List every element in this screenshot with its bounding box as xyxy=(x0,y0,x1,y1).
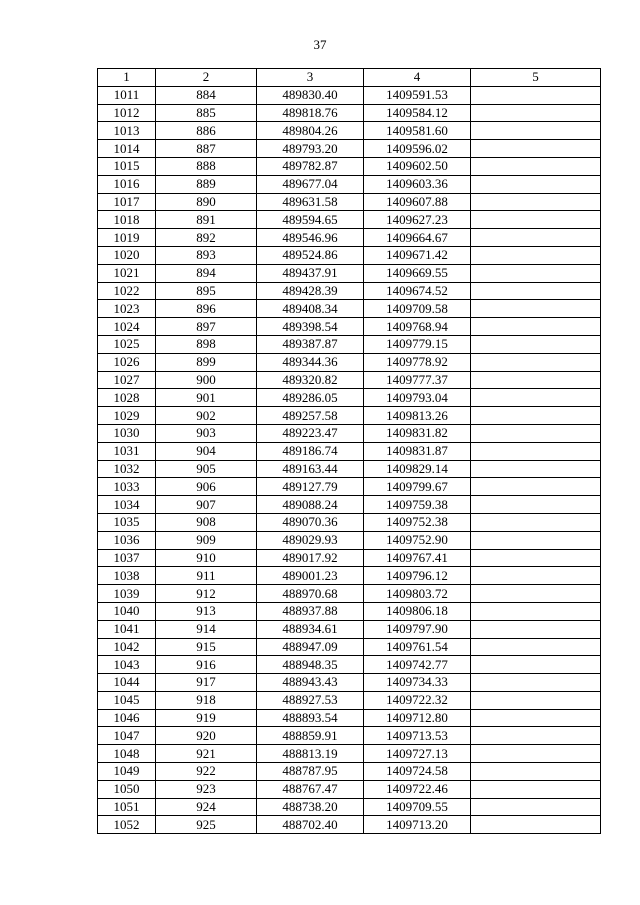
note-cell xyxy=(471,620,601,638)
table-row xyxy=(98,585,601,603)
x-coordinate-cell: 488767.47 xyxy=(257,780,364,798)
x-coordinate-cell: 489793.20 xyxy=(257,140,364,158)
y-coordinate-cell: 1409793.04 xyxy=(364,389,471,407)
column-header-5: 5 xyxy=(471,69,601,87)
point-number-cell: 923 xyxy=(156,780,257,798)
row-number-cell: 1022 xyxy=(98,282,156,300)
x-coordinate-cell: 489070.36 xyxy=(257,513,364,531)
table-row xyxy=(98,335,601,353)
x-coordinate-cell: 489594.65 xyxy=(257,211,364,229)
row-number-cell: 1052 xyxy=(98,816,156,834)
header-row xyxy=(98,69,601,87)
point-number-cell: 885 xyxy=(156,104,257,122)
point-number-cell: 903 xyxy=(156,424,257,442)
note-cell xyxy=(471,140,601,158)
note-cell xyxy=(471,709,601,727)
y-coordinate-cell: 1409603.36 xyxy=(364,175,471,193)
x-coordinate-cell: 489186.74 xyxy=(257,442,364,460)
y-coordinate-cell: 1409727.13 xyxy=(364,745,471,763)
point-number-cell: 900 xyxy=(156,371,257,389)
note-cell xyxy=(471,318,601,336)
point-number-cell: 906 xyxy=(156,478,257,496)
y-coordinate-cell: 1409806.18 xyxy=(364,602,471,620)
y-coordinate-cell: 1409831.87 xyxy=(364,442,471,460)
point-number-cell: 910 xyxy=(156,549,257,567)
y-coordinate-cell: 1409607.88 xyxy=(364,193,471,211)
row-number-cell: 1039 xyxy=(98,585,156,603)
table-row xyxy=(98,193,601,211)
table-row xyxy=(98,691,601,709)
x-coordinate-cell: 488934.61 xyxy=(257,620,364,638)
row-number-cell: 1045 xyxy=(98,691,156,709)
y-coordinate-cell: 1409777.37 xyxy=(364,371,471,389)
row-number-cell: 1019 xyxy=(98,229,156,247)
x-coordinate-cell: 489631.58 xyxy=(257,193,364,211)
note-cell xyxy=(471,246,601,264)
x-coordinate-cell: 488943.43 xyxy=(257,674,364,692)
x-coordinate-cell: 488813.19 xyxy=(257,745,364,763)
note-cell xyxy=(471,727,601,745)
y-coordinate-cell: 1409581.60 xyxy=(364,122,471,140)
note-cell xyxy=(471,496,601,514)
note-cell xyxy=(471,567,601,585)
y-coordinate-cell: 1409768.94 xyxy=(364,318,471,336)
note-cell xyxy=(471,229,601,247)
x-coordinate-cell: 489524.86 xyxy=(257,246,364,264)
point-number-cell: 886 xyxy=(156,122,257,140)
point-number-cell: 924 xyxy=(156,798,257,816)
table-row xyxy=(98,424,601,442)
coordinates-table xyxy=(97,68,601,834)
note-cell xyxy=(471,104,601,122)
x-coordinate-cell: 489830.40 xyxy=(257,86,364,104)
table-row xyxy=(98,602,601,620)
table-row xyxy=(98,798,601,816)
y-coordinate-cell: 1409724.58 xyxy=(364,763,471,781)
y-coordinate-cell: 1409664.67 xyxy=(364,229,471,247)
table-row xyxy=(98,407,601,425)
point-number-cell: 902 xyxy=(156,407,257,425)
row-number-cell: 1046 xyxy=(98,709,156,727)
point-number-cell: 915 xyxy=(156,638,257,656)
column-header-2: 2 xyxy=(156,69,257,87)
y-coordinate-cell: 1409759.38 xyxy=(364,496,471,514)
row-number-cell: 1024 xyxy=(98,318,156,336)
note-cell xyxy=(471,780,601,798)
row-number-cell: 1047 xyxy=(98,727,156,745)
row-number-cell: 1035 xyxy=(98,513,156,531)
table-row xyxy=(98,780,601,798)
page-number: 37 xyxy=(313,37,327,52)
note-cell xyxy=(471,656,601,674)
x-coordinate-cell: 489029.93 xyxy=(257,531,364,549)
y-coordinate-cell: 1409584.12 xyxy=(364,104,471,122)
y-coordinate-cell: 1409712.80 xyxy=(364,709,471,727)
row-number-cell: 1032 xyxy=(98,460,156,478)
point-number-cell: 916 xyxy=(156,656,257,674)
note-cell xyxy=(471,264,601,282)
row-number-cell: 1016 xyxy=(98,175,156,193)
point-number-cell: 904 xyxy=(156,442,257,460)
x-coordinate-cell: 489546.96 xyxy=(257,229,364,247)
y-coordinate-cell: 1409709.55 xyxy=(364,798,471,816)
row-number-cell: 1015 xyxy=(98,157,156,175)
row-number-cell: 1034 xyxy=(98,496,156,514)
row-number-cell: 1018 xyxy=(98,211,156,229)
table-row xyxy=(98,745,601,763)
y-coordinate-cell: 1409778.92 xyxy=(364,353,471,371)
row-number-cell: 1028 xyxy=(98,389,156,407)
table-row xyxy=(98,709,601,727)
note-cell xyxy=(471,513,601,531)
note-cell xyxy=(471,389,601,407)
point-number-cell: 925 xyxy=(156,816,257,834)
y-coordinate-cell: 1409797.90 xyxy=(364,620,471,638)
x-coordinate-cell: 488787.95 xyxy=(257,763,364,781)
column-header-1: 1 xyxy=(98,69,156,87)
point-number-cell: 884 xyxy=(156,86,257,104)
y-coordinate-cell: 1409752.38 xyxy=(364,513,471,531)
row-number-cell: 1050 xyxy=(98,780,156,798)
y-coordinate-cell: 1409829.14 xyxy=(364,460,471,478)
note-cell xyxy=(471,371,601,389)
table-row xyxy=(98,478,601,496)
x-coordinate-cell: 488937.88 xyxy=(257,602,364,620)
x-coordinate-cell: 488970.68 xyxy=(257,585,364,603)
point-number-cell: 894 xyxy=(156,264,257,282)
y-coordinate-cell: 1409799.67 xyxy=(364,478,471,496)
y-coordinate-cell: 1409671.42 xyxy=(364,246,471,264)
y-coordinate-cell: 1409713.53 xyxy=(364,727,471,745)
note-cell xyxy=(471,424,601,442)
table-row xyxy=(98,86,601,104)
table-row xyxy=(98,246,601,264)
x-coordinate-cell: 488948.35 xyxy=(257,656,364,674)
note-cell xyxy=(471,798,601,816)
note-cell xyxy=(471,674,601,692)
table-row xyxy=(98,763,601,781)
note-cell xyxy=(471,745,601,763)
row-number-cell: 1044 xyxy=(98,674,156,692)
note-cell xyxy=(471,300,601,318)
note-cell xyxy=(471,407,601,425)
x-coordinate-cell: 489804.26 xyxy=(257,122,364,140)
x-coordinate-cell: 489387.87 xyxy=(257,335,364,353)
x-coordinate-cell: 489163.44 xyxy=(257,460,364,478)
row-number-cell: 1031 xyxy=(98,442,156,460)
row-number-cell: 1017 xyxy=(98,193,156,211)
row-number-cell: 1026 xyxy=(98,353,156,371)
table-body xyxy=(98,86,601,833)
y-coordinate-cell: 1409722.46 xyxy=(364,780,471,798)
table-row xyxy=(98,300,601,318)
note-cell xyxy=(471,157,601,175)
x-coordinate-cell: 489223.47 xyxy=(257,424,364,442)
row-number-cell: 1012 xyxy=(98,104,156,122)
table-row xyxy=(98,318,601,336)
table-row xyxy=(98,638,601,656)
note-cell xyxy=(471,442,601,460)
row-number-cell: 1049 xyxy=(98,763,156,781)
x-coordinate-cell: 489344.36 xyxy=(257,353,364,371)
point-number-cell: 891 xyxy=(156,211,257,229)
note-cell xyxy=(471,638,601,656)
x-coordinate-cell: 489437.91 xyxy=(257,264,364,282)
y-coordinate-cell: 1409713.20 xyxy=(364,816,471,834)
y-coordinate-cell: 1409803.72 xyxy=(364,585,471,603)
x-coordinate-cell: 489398.54 xyxy=(257,318,364,336)
row-number-cell: 1041 xyxy=(98,620,156,638)
y-coordinate-cell: 1409627.23 xyxy=(364,211,471,229)
table-header xyxy=(98,69,601,87)
row-number-cell: 1013 xyxy=(98,122,156,140)
y-coordinate-cell: 1409669.55 xyxy=(364,264,471,282)
table-row xyxy=(98,727,601,745)
note-cell xyxy=(471,86,601,104)
row-number-cell: 1036 xyxy=(98,531,156,549)
table-row xyxy=(98,460,601,478)
table-row xyxy=(98,282,601,300)
table-row xyxy=(98,140,601,158)
point-number-cell: 888 xyxy=(156,157,257,175)
point-number-cell: 921 xyxy=(156,745,257,763)
x-coordinate-cell: 489017.92 xyxy=(257,549,364,567)
table-row xyxy=(98,549,601,567)
row-number-cell: 1043 xyxy=(98,656,156,674)
y-coordinate-cell: 1409831.82 xyxy=(364,424,471,442)
point-number-cell: 920 xyxy=(156,727,257,745)
row-number-cell: 1020 xyxy=(98,246,156,264)
y-coordinate-cell: 1409734.33 xyxy=(364,674,471,692)
row-number-cell: 1025 xyxy=(98,335,156,353)
point-number-cell: 887 xyxy=(156,140,257,158)
column-header-4: 4 xyxy=(364,69,471,87)
table-row xyxy=(98,442,601,460)
y-coordinate-cell: 1409752.90 xyxy=(364,531,471,549)
row-number-cell: 1014 xyxy=(98,140,156,158)
y-coordinate-cell: 1409742.77 xyxy=(364,656,471,674)
point-number-cell: 914 xyxy=(156,620,257,638)
point-number-cell: 895 xyxy=(156,282,257,300)
note-cell xyxy=(471,478,601,496)
x-coordinate-cell: 488893.54 xyxy=(257,709,364,727)
row-number-cell: 1027 xyxy=(98,371,156,389)
row-number-cell: 1048 xyxy=(98,745,156,763)
row-number-cell: 1038 xyxy=(98,567,156,585)
table-row xyxy=(98,122,601,140)
note-cell xyxy=(471,335,601,353)
x-coordinate-cell: 489320.82 xyxy=(257,371,364,389)
table-row xyxy=(98,620,601,638)
table-row xyxy=(98,371,601,389)
note-cell xyxy=(471,122,601,140)
point-number-cell: 896 xyxy=(156,300,257,318)
table-row xyxy=(98,496,601,514)
table-row xyxy=(98,389,601,407)
point-number-cell: 911 xyxy=(156,567,257,585)
point-number-cell: 917 xyxy=(156,674,257,692)
point-number-cell: 922 xyxy=(156,763,257,781)
note-cell xyxy=(471,691,601,709)
table-row xyxy=(98,816,601,834)
point-number-cell: 919 xyxy=(156,709,257,727)
point-number-cell: 908 xyxy=(156,513,257,531)
x-coordinate-cell: 488947.09 xyxy=(257,638,364,656)
table-row xyxy=(98,567,601,585)
note-cell xyxy=(471,193,601,211)
point-number-cell: 889 xyxy=(156,175,257,193)
table-row xyxy=(98,229,601,247)
point-number-cell: 905 xyxy=(156,460,257,478)
x-coordinate-cell: 488859.91 xyxy=(257,727,364,745)
table-row xyxy=(98,353,601,371)
table-row xyxy=(98,264,601,282)
x-coordinate-cell: 489088.24 xyxy=(257,496,364,514)
row-number-cell: 1030 xyxy=(98,424,156,442)
x-coordinate-cell: 489428.39 xyxy=(257,282,364,300)
point-number-cell: 912 xyxy=(156,585,257,603)
y-coordinate-cell: 1409779.15 xyxy=(364,335,471,353)
point-number-cell: 899 xyxy=(156,353,257,371)
row-number-cell: 1051 xyxy=(98,798,156,816)
x-coordinate-cell: 489408.34 xyxy=(257,300,364,318)
note-cell xyxy=(471,549,601,567)
y-coordinate-cell: 1409591.53 xyxy=(364,86,471,104)
table-row xyxy=(98,175,601,193)
table-row xyxy=(98,211,601,229)
note-cell xyxy=(471,763,601,781)
note-cell xyxy=(471,816,601,834)
y-coordinate-cell: 1409709.58 xyxy=(364,300,471,318)
note-cell xyxy=(471,602,601,620)
note-cell xyxy=(471,353,601,371)
x-coordinate-cell: 488702.40 xyxy=(257,816,364,834)
row-number-cell: 1033 xyxy=(98,478,156,496)
y-coordinate-cell: 1409722.32 xyxy=(364,691,471,709)
note-cell xyxy=(471,531,601,549)
x-coordinate-cell: 489677.04 xyxy=(257,175,364,193)
row-number-cell: 1021 xyxy=(98,264,156,282)
point-number-cell: 892 xyxy=(156,229,257,247)
row-number-cell: 1037 xyxy=(98,549,156,567)
table-row xyxy=(98,157,601,175)
point-number-cell: 918 xyxy=(156,691,257,709)
table-row xyxy=(98,531,601,549)
note-cell xyxy=(471,585,601,603)
table-row xyxy=(98,674,601,692)
y-coordinate-cell: 1409767.41 xyxy=(364,549,471,567)
point-number-cell: 907 xyxy=(156,496,257,514)
point-number-cell: 909 xyxy=(156,531,257,549)
y-coordinate-cell: 1409602.50 xyxy=(364,157,471,175)
point-number-cell: 897 xyxy=(156,318,257,336)
x-coordinate-cell: 488927.53 xyxy=(257,691,364,709)
x-coordinate-cell: 489001.23 xyxy=(257,567,364,585)
column-header-3: 3 xyxy=(257,69,364,87)
y-coordinate-cell: 1409796.12 xyxy=(364,567,471,585)
x-coordinate-cell: 489127.79 xyxy=(257,478,364,496)
table-row xyxy=(98,104,601,122)
row-number-cell: 1011 xyxy=(98,86,156,104)
row-number-cell: 1029 xyxy=(98,407,156,425)
point-number-cell: 890 xyxy=(156,193,257,211)
note-cell xyxy=(471,211,601,229)
note-cell xyxy=(471,460,601,478)
note-cell xyxy=(471,282,601,300)
point-number-cell: 898 xyxy=(156,335,257,353)
note-cell xyxy=(471,175,601,193)
x-coordinate-cell: 489286.05 xyxy=(257,389,364,407)
table-row xyxy=(98,513,601,531)
x-coordinate-cell: 488738.20 xyxy=(257,798,364,816)
y-coordinate-cell: 1409813.26 xyxy=(364,407,471,425)
y-coordinate-cell: 1409674.52 xyxy=(364,282,471,300)
row-number-cell: 1023 xyxy=(98,300,156,318)
y-coordinate-cell: 1409761.54 xyxy=(364,638,471,656)
point-number-cell: 913 xyxy=(156,602,257,620)
x-coordinate-cell: 489818.76 xyxy=(257,104,364,122)
point-number-cell: 893 xyxy=(156,246,257,264)
x-coordinate-cell: 489782.87 xyxy=(257,157,364,175)
row-number-cell: 1042 xyxy=(98,638,156,656)
table-row xyxy=(98,656,601,674)
point-number-cell: 901 xyxy=(156,389,257,407)
y-coordinate-cell: 1409596.02 xyxy=(364,140,471,158)
x-coordinate-cell: 489257.58 xyxy=(257,407,364,425)
row-number-cell: 1040 xyxy=(98,602,156,620)
